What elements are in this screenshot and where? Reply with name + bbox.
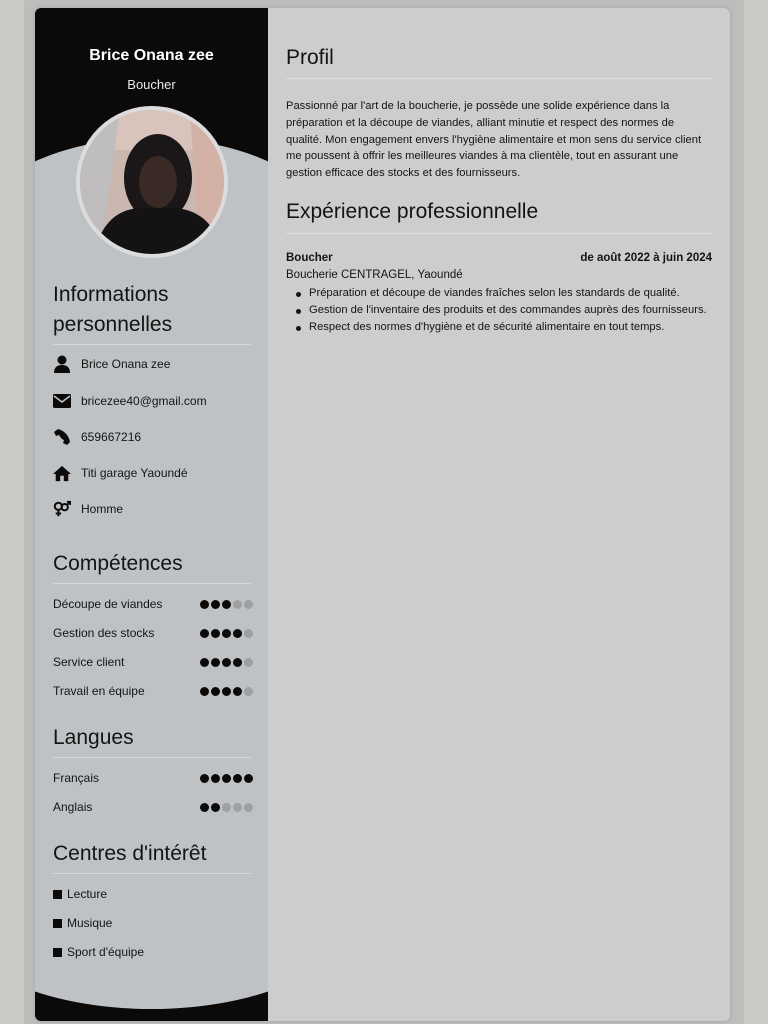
experience-dates: de août 2022 à juin 2024 — [580, 252, 712, 264]
page-margin-left — [0, 0, 24, 1024]
experience-company: Boucherie CENTRAGEL, Yaoundé — [286, 269, 463, 281]
home-icon — [53, 464, 71, 482]
dot-filled-icon — [233, 658, 242, 667]
dot-empty-icon — [222, 803, 231, 812]
profile-title: Profil — [286, 46, 334, 69]
list-item: Gestion de l'inventaire des produits et des commandes auprès des fournisseurs. — [286, 302, 712, 319]
dot-filled-icon — [200, 629, 209, 638]
rating-label: Français — [53, 771, 100, 785]
dot-empty-icon — [244, 629, 253, 638]
info-gender-text: Homme — [81, 502, 124, 516]
interest-item — [53, 885, 107, 903]
sidebar-footer-curve — [35, 919, 268, 1009]
page-margin-right — [744, 0, 768, 1024]
candidate-name: Brice Onana zee — [89, 47, 214, 64]
section-divider — [53, 583, 251, 584]
interest-item — [53, 943, 144, 961]
dot-filled-icon — [233, 629, 242, 638]
rating-dots — [200, 774, 253, 783]
section-divider — [286, 78, 712, 79]
dot-filled-icon — [233, 687, 242, 696]
section-divider — [53, 344, 251, 345]
dot-filled-icon — [200, 658, 209, 667]
dot-filled-icon — [222, 629, 231, 638]
personal-info-title-line1: Informations — [53, 283, 169, 306]
rating-dots — [200, 658, 253, 667]
interest-label: Musique — [67, 916, 113, 930]
list-item: Préparation et découpe de viandes fraîches selon les standards de qualité. — [286, 285, 712, 302]
section-divider — [53, 757, 251, 758]
candidate-job-title: Boucher — [127, 77, 176, 92]
dot-filled-icon — [233, 774, 242, 783]
profile-summary: Passionné par l'art de la boucherie, je possède une solide expérience dans la préparation et la découpe de viandes, alliant minutie et respect des normes de qualité. Mon engagement envers l'hygiène alimentaire et mon sens du service client me poussent à offrir les meilleures viandes à ma clientèle, tout en assurant une gestion efficace des stocks et des fournisseurs. — [286, 100, 702, 180]
dot-filled-icon — [200, 600, 209, 609]
rating-label: Travail en équipe — [53, 684, 145, 698]
sidebar — [35, 8, 268, 1021]
interest-item — [53, 914, 112, 932]
dot-filled-icon — [222, 600, 231, 609]
phone-icon — [53, 428, 71, 446]
languages-title: Langues — [53, 726, 134, 749]
rating-label: Anglais — [53, 800, 93, 814]
dot-filled-icon — [211, 774, 220, 783]
dot-filled-icon — [200, 774, 209, 783]
experience-header — [286, 252, 712, 264]
info-row-gender — [53, 498, 253, 520]
resume-card — [35, 8, 730, 1021]
info-address-text: Titi garage Yaoundé — [81, 466, 188, 480]
rating-dots — [200, 629, 253, 638]
info-row-phone — [53, 426, 253, 448]
dot-empty-icon — [244, 658, 253, 667]
rating-row — [53, 624, 253, 642]
dot-filled-icon — [211, 629, 220, 638]
dot-empty-icon — [233, 600, 242, 609]
rating-row — [53, 682, 253, 700]
rating-row — [53, 769, 253, 787]
dot-empty-icon — [233, 803, 242, 812]
experience-tasks — [286, 285, 712, 335]
square-bullet-icon — [53, 948, 62, 957]
dot-filled-icon — [211, 600, 220, 609]
info-row-name — [53, 353, 253, 375]
personal-info-title-line2: personnelles — [53, 313, 173, 336]
dot-filled-icon — [211, 658, 220, 667]
rating-label: Gestion des stocks — [53, 626, 155, 640]
interest-label: Sport d'équipe — [67, 945, 145, 959]
experience-title: Expérience professionnelle — [286, 200, 539, 223]
section-divider — [53, 873, 251, 874]
info-row-address — [53, 462, 253, 484]
dot-filled-icon — [211, 687, 220, 696]
dot-filled-icon — [222, 774, 231, 783]
info-row-email — [53, 390, 253, 412]
rating-row — [53, 595, 253, 613]
rating-dots — [200, 600, 253, 609]
user-icon — [53, 355, 71, 373]
square-bullet-icon — [53, 919, 62, 928]
rating-label: Découpe de viandes — [53, 597, 163, 611]
dot-filled-icon — [200, 803, 209, 812]
dot-filled-icon — [211, 803, 220, 812]
rating-dots — [200, 687, 253, 696]
skills-title: Compétences — [53, 552, 183, 575]
section-divider — [286, 233, 712, 234]
dot-empty-icon — [244, 803, 253, 812]
dot-filled-icon — [244, 774, 253, 783]
dot-filled-icon — [222, 687, 231, 696]
gender-icon — [53, 500, 71, 518]
rating-row — [53, 798, 253, 816]
rating-row — [53, 653, 253, 671]
dot-empty-icon — [244, 600, 253, 609]
dot-filled-icon — [222, 658, 231, 667]
rating-label: Service client — [53, 655, 125, 669]
dot-filled-icon — [200, 687, 209, 696]
info-email-text: bricezee40@gmail.com — [81, 394, 207, 408]
info-name-text: Brice Onana zee — [81, 357, 171, 371]
list-item: Respect des normes d'hygiène et de sécurité alimentaire en tout temps. — [286, 319, 712, 336]
interest-label: Lecture — [67, 887, 108, 901]
envelope-icon — [53, 392, 71, 410]
square-bullet-icon — [53, 890, 62, 899]
dot-empty-icon — [244, 687, 253, 696]
experience-role: Boucher — [286, 252, 333, 264]
info-phone-text: 659667216 — [81, 430, 142, 444]
avatar — [76, 106, 228, 258]
interests-title: Centres d'intérêt — [53, 842, 207, 865]
rating-dots — [200, 803, 253, 812]
